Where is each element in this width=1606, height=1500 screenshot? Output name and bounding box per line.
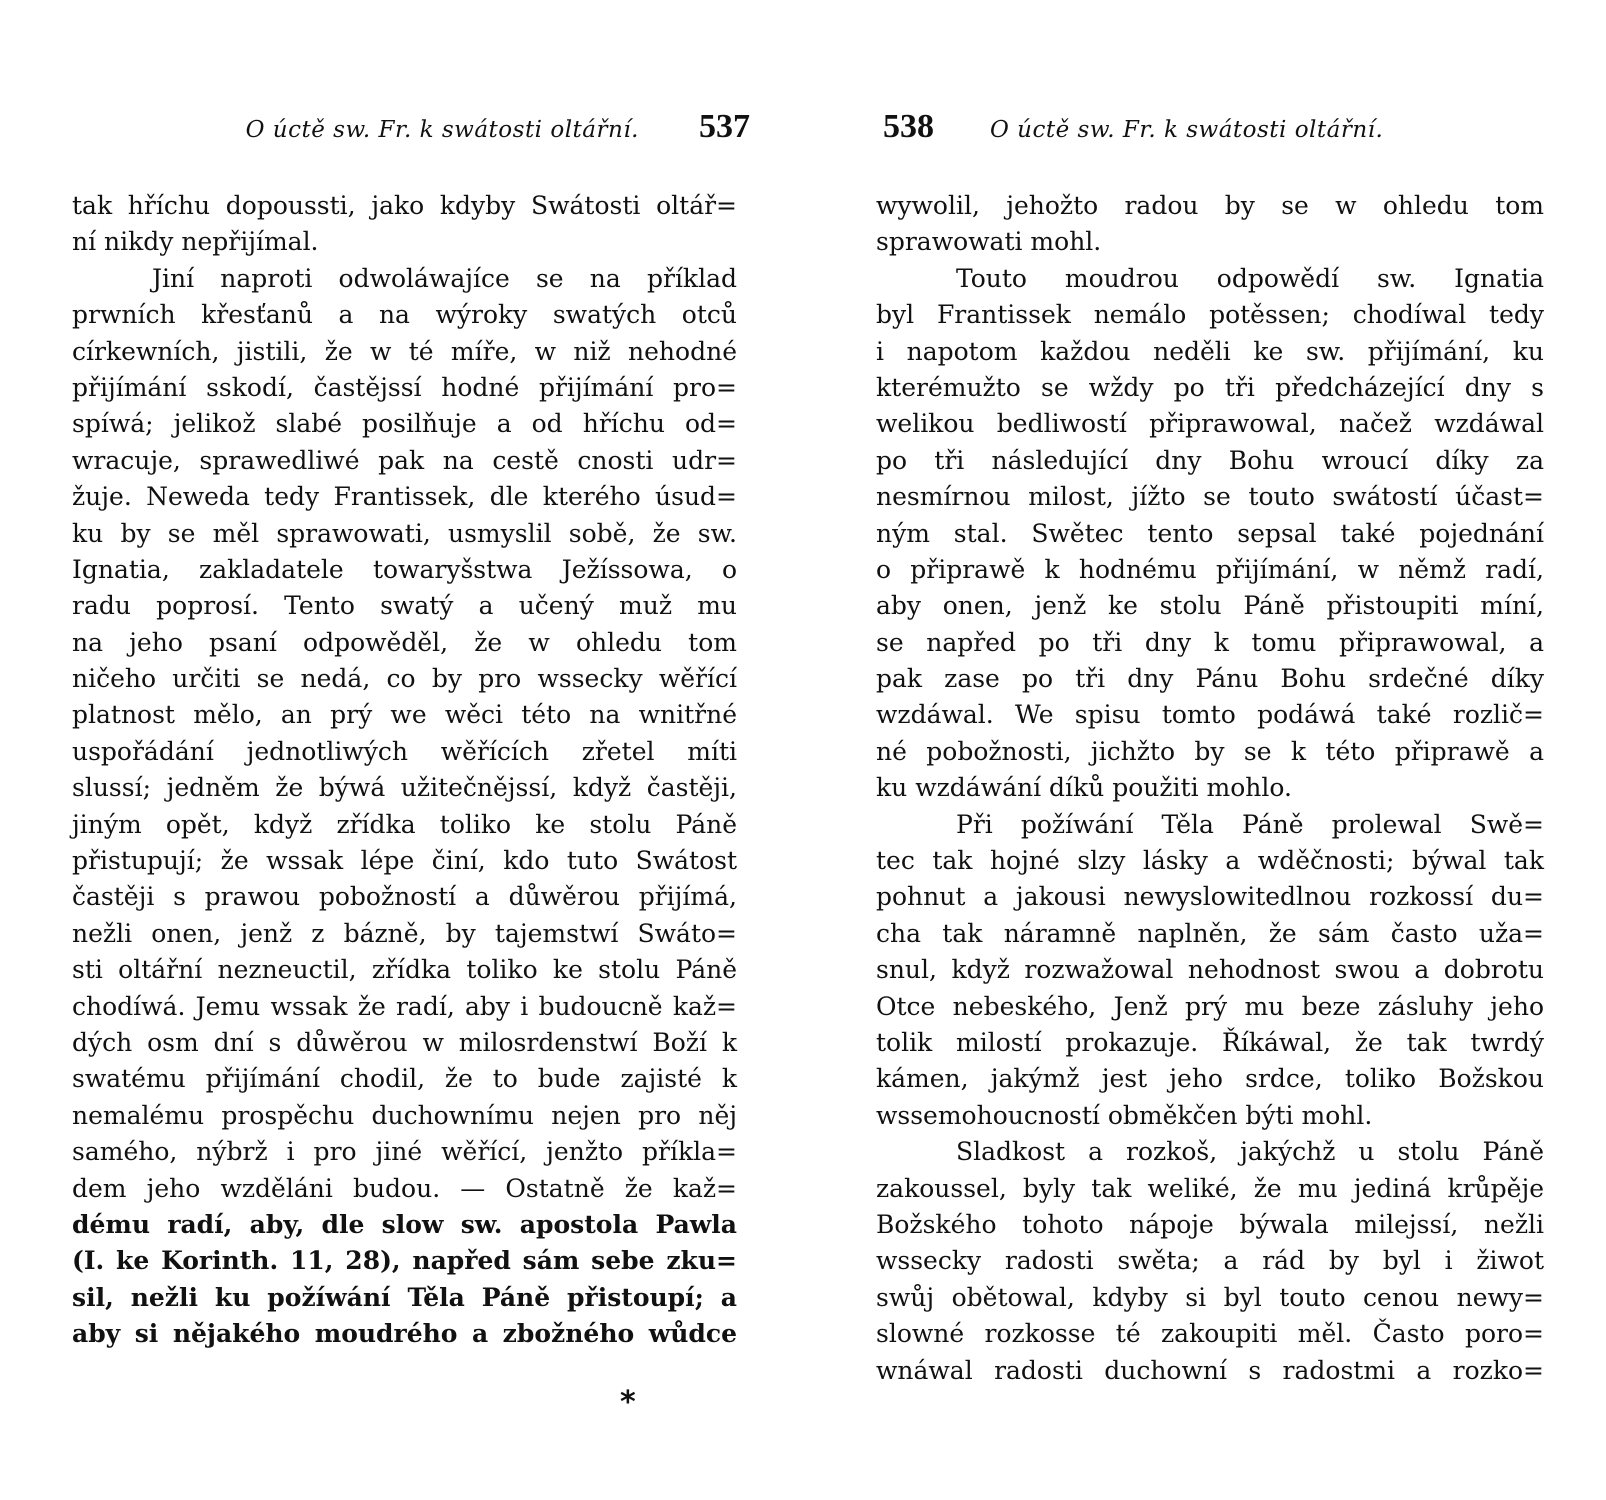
text-line: swůj obětowal, kdyby si byl touto cenou newy= bbox=[876, 1282, 1544, 1312]
text-line: snul, když rozwažowal nehodnost swou a dobrotu bbox=[876, 955, 1544, 985]
text-line: častěji s prawou pobožností a důwěrou přijímá, bbox=[72, 882, 737, 912]
text-line: i napotom každou neděli ke sw. přijímání, ku bbox=[876, 336, 1544, 366]
text-line: Ignatia, zakladatele towaryšstwa Ježíssowa, o bbox=[72, 554, 737, 584]
text-line: kterémužto se wždy po tři předcházející dny s bbox=[876, 372, 1544, 402]
text-line: spíwá; jelikož slabé posilňuje a od hříchu od= bbox=[72, 409, 737, 439]
text-line: Při požíwání Těla Páně prolewal Swě= bbox=[956, 809, 1544, 839]
text-line: (I. ke Korinth. 11, 28), napřed sám sebe zku= bbox=[72, 1246, 737, 1276]
text-line: Jiní naproti odwoláwajíce se na příklad bbox=[152, 263, 737, 293]
text-line: nemalému prospěchu duchownímu nejen pro něj bbox=[72, 1100, 737, 1130]
text-line: ku wzdáwání díků použiti mohlo. bbox=[876, 773, 1292, 803]
text-line: tolik milostí prokazuje. Říkáwal, že tak twrdý bbox=[876, 1027, 1544, 1057]
left-page-text bbox=[72, 188, 737, 1353]
text-line: byl Frantissek nemálo potěssen; chodíwal tedy bbox=[876, 300, 1544, 330]
text-line: tak hříchu dopoussti, jako kdyby Swátosti oltář= bbox=[72, 191, 737, 220]
text-line: wracuje, sprawedliwé pak na cestě cnosti udr= bbox=[72, 445, 737, 475]
text-line: přistupují; že wssak lépe činí, kdo tuto Swátost bbox=[72, 846, 737, 876]
text-line: Sladkost a rozkoš, jakýchž u stolu Páně bbox=[956, 1137, 1544, 1167]
text-line: uspořádání jednotliwých wěřících zřetel míti bbox=[72, 736, 737, 766]
text-line: ničeho určiti se nedá, co by pro wssecky wěřící bbox=[72, 664, 737, 694]
text-line: zakoussel, byly tak weliké, že mu jediná krůpěje bbox=[876, 1173, 1544, 1203]
text-line: se napřed po tři dny k tomu připrawowal, a bbox=[876, 627, 1544, 657]
text-line: nesmírnou milost, jížto se touto swátostí účast= bbox=[876, 482, 1544, 512]
text-line: wssemohoucností obměkčen býti mohl. bbox=[876, 1100, 1373, 1130]
text-line: dému radí, aby, dle slow sw. apostola Pawla bbox=[72, 1209, 737, 1239]
text-line: pohnut a jakousi newyslowitedlnou rozkossí du= bbox=[876, 882, 1544, 912]
text-line: chodíwá. Jemu wssak že radí, aby i budoucně kaž= bbox=[72, 991, 737, 1021]
text-line: sil, nežli ku požíwání Těla Páně přistoupí; a bbox=[72, 1282, 737, 1312]
text-line: welikou bedliwostí připrawowal, načež wzdáwal bbox=[876, 409, 1544, 439]
text-line: ným stal. Swětec tento sepsal také pojednání bbox=[876, 518, 1544, 548]
text-line: swatému přijímání chodil, že to bude zajisté k bbox=[72, 1064, 737, 1094]
text-line: tec tak hojné slzy lásky a wděčnosti; býwal tak bbox=[876, 846, 1544, 876]
text-line: ku by se měl sprawowati, usmyslil sobě, že sw. bbox=[72, 518, 737, 548]
page-number: 538 bbox=[883, 108, 934, 145]
signature-mark: * bbox=[620, 1385, 636, 1420]
text-line: dých osm dní s důwěrou w milosrdenstwí Boží k bbox=[72, 1027, 737, 1057]
text-line: wzdáwal. We spisu tomto podáwá také rozlič= bbox=[876, 700, 1544, 730]
text-line: né pobožnosti, jichžto by se k této připrawě a bbox=[876, 736, 1544, 766]
right-page-text bbox=[876, 188, 1544, 1389]
text-line: přijímání sskodí, častějssí hodné přijímání pro= bbox=[72, 372, 737, 402]
text-line: Božského tohoto nápoje býwala milejssí, nežli bbox=[876, 1209, 1544, 1239]
text-line: Touto moudrou odpowědí sw. Ignatia bbox=[956, 263, 1544, 293]
text-line: na jeho psaní odpowěděl, že w ohledu tom bbox=[72, 627, 737, 657]
right-page bbox=[803, 0, 1606, 1500]
text-line: prwních křesťanů a na wýroky swatých otců bbox=[72, 300, 737, 330]
left-page-header bbox=[70, 108, 750, 148]
text-line: kámen, jakýmž jest jeho srdce, toliko Božskou bbox=[876, 1064, 1544, 1094]
text-line: jiným opět, když zřídka toliko ke stolu Páně bbox=[72, 809, 737, 839]
text-line: aby onen, jenž ke stolu Páně přistoupiti míní, bbox=[876, 591, 1544, 621]
text-line: žuje. Neweda tedy Frantissek, dle kterého úsud= bbox=[72, 482, 737, 512]
text-line: sprawowati mohl. bbox=[876, 227, 1102, 257]
text-line: sti oltářní nezneuctil, zřídka toliko ke stolu Páně bbox=[72, 955, 737, 985]
text-line: slussí; jedněm že býwá užitečnějssí, když častěji, bbox=[72, 773, 737, 803]
running-title: O úctě sw. Fr. k swátosti oltářní. bbox=[245, 117, 639, 143]
text-line: slowné rozkosse té zakoupiti měl. Často poro= bbox=[876, 1319, 1544, 1349]
text-line: platnost mělo, an prý we wěci této na wnitřné bbox=[72, 700, 737, 730]
text-line: cha tak náramně naplněn, že sám často uža= bbox=[876, 918, 1544, 948]
page-number: 537 bbox=[699, 108, 750, 145]
text-line: radu poprosí. Tento swatý a učený muž mu bbox=[72, 591, 737, 621]
running-title: O úctě sw. Fr. k swátosti oltářní. bbox=[990, 117, 1384, 143]
text-line: pak zase po tři dny Pánu Bohu srdečné díky bbox=[876, 664, 1544, 694]
text-line: wssecky radosti swěta; a rád by byl i žiwot bbox=[876, 1246, 1544, 1276]
text-line: wywolil, jehožto radou by se w ohledu tom bbox=[876, 191, 1544, 220]
text-line: o připrawě k hodnému přijímání, w němž radí, bbox=[876, 554, 1544, 584]
text-line: wnáwal radosti duchowní s radostmi a rozko= bbox=[876, 1355, 1544, 1385]
text-line: po tři následující dny Bohu wroucí díky za bbox=[876, 445, 1544, 475]
right-page-header bbox=[883, 108, 1543, 148]
text-line: Otce nebeského, Jenž prý mu beze zásluhy jeho bbox=[876, 991, 1544, 1021]
text-line: aby si nějakého moudrého a zbožného wůdce bbox=[72, 1319, 737, 1349]
text-line: nežli onen, jenž z bázně, by tajemstwí Swáto= bbox=[72, 918, 737, 948]
text-line: církewních, jistili, že w té míře, w niž nehodné bbox=[72, 336, 737, 366]
text-line: dem jeho wzděláni budou. — Ostatně že kaž= bbox=[72, 1173, 737, 1203]
text-line: samého, nýbrž i pro jiné wěřící, jenžto příkla= bbox=[72, 1137, 737, 1167]
text-line: ní nikdy nepřijímal. bbox=[72, 227, 319, 257]
